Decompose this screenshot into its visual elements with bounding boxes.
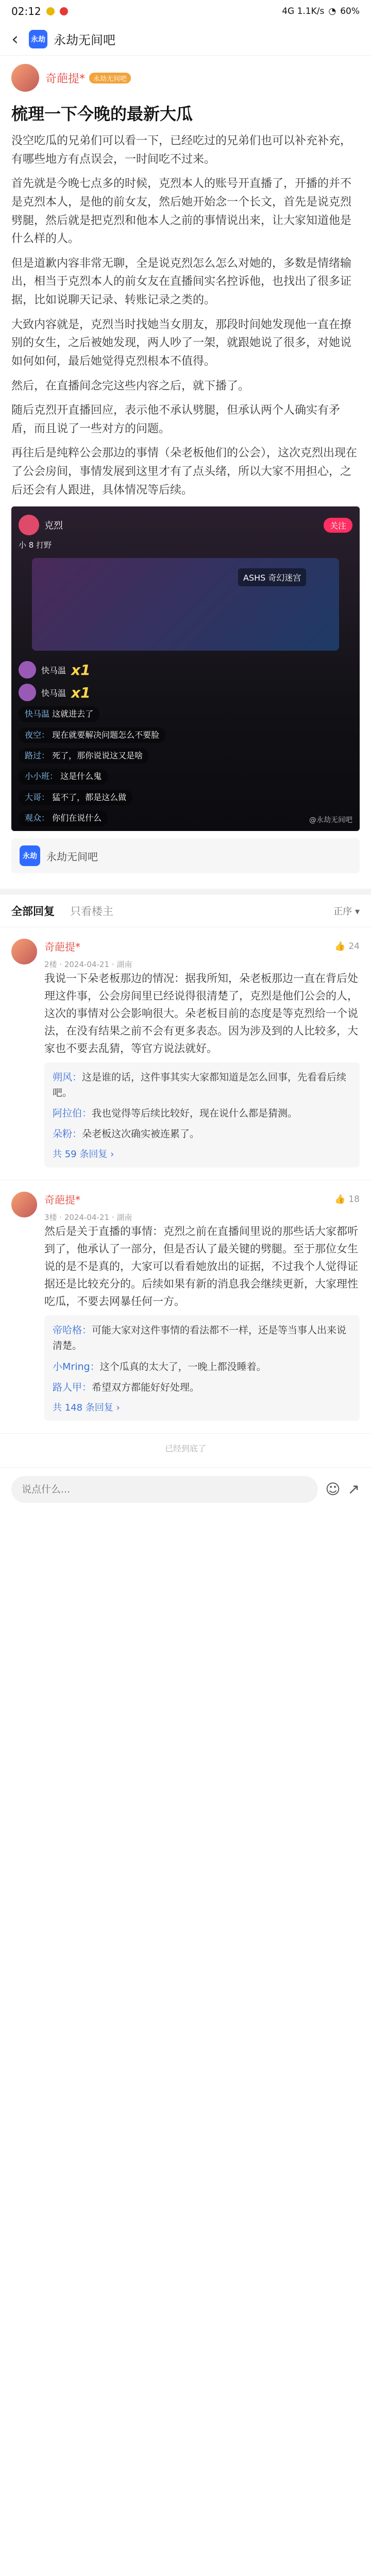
reply-head	[44, 1192, 360, 1207]
reply-author[interactable]: 奇葩提*	[44, 941, 80, 954]
section-divider	[0, 889, 371, 895]
notification-icon	[46, 7, 55, 15]
thumb-up-icon: 👍	[334, 941, 346, 952]
app-alert-icon	[60, 7, 68, 15]
video-watermark: @永劫无间吧	[309, 816, 352, 825]
post-paragraph: 但是道歉内容非常无聊，全是说克烈怎么怎么对她的，多数是情绪输出，相当于克烈本人的前女友在直播间实名控诉他，也找出了很多证据，比如说聊天记录、转账记录之类的。	[11, 257, 352, 307]
chat-message	[19, 727, 165, 743]
avatar[interactable]	[11, 64, 39, 92]
sub-reply-user: 路人甲：	[53, 1381, 92, 1393]
reply-head	[44, 939, 360, 954]
more-sub-replies-link[interactable]: 共 148 条回复 ›	[53, 1402, 120, 1413]
main-post	[0, 56, 371, 889]
streamer-name: 克烈	[44, 520, 63, 532]
follow-button: 关注	[324, 518, 352, 533]
reply-text: 我说一下朵老板那边的情况：据我所知，朵老板那边一直在背后处理这件事，公会房间里已经说得很清楚了，克烈是他们公会的人，这次的事情对公会影响很大。朵老板目前的态度是等克烈给一个说法，在没有结果之前不会有更多表态。因为涉及到的人比较多，大家也不要去乱猜，等官方说法就好。	[44, 972, 358, 1055]
post-paragraph: 然后，在直播间念完这些内容之后，就下播了。	[11, 379, 250, 393]
sub-reply-text: 可能大家对这件事情的看法都不一样，还是等当事人出来说清楚。	[53, 1325, 347, 1352]
sub-reply-user: 阿拉伯：	[53, 1108, 92, 1120]
gift-count: x1	[71, 661, 91, 679]
reply-item	[0, 927, 371, 1180]
tab-all-replies[interactable]: 全部回复	[11, 905, 55, 918]
gift-avatar	[19, 684, 36, 701]
wifi-icon: ◔	[328, 6, 336, 16]
chat-user: 快马温	[25, 709, 50, 719]
sub-reply-user: 帝哈格：	[53, 1325, 92, 1336]
sub-reply-text: 这是谁的话，这件事其实大家都知道是怎么回事，先看看后续吧。	[53, 1072, 347, 1099]
more-sub-replies-link[interactable]: 共 59 条回复 ›	[53, 1149, 114, 1160]
battery-level: 60%	[340, 6, 360, 16]
like-count: 18	[348, 1194, 360, 1205]
post-paragraph: 大致内容就是，克烈当时找她当女朋友，那段时间她发现他一直在撩别的女生，之后被她发现，两人吵了一架，就跟她说了很多，对她说如何如何，最后她觉得克烈根本不值得。	[11, 318, 352, 368]
chat-message	[19, 769, 108, 784]
sub-reply[interactable]	[53, 1323, 351, 1353]
sub-reply[interactable]	[53, 1126, 351, 1142]
sub-reply-text: 我也觉得等后续比较好，现在说什么都是猜测。	[92, 1108, 298, 1120]
sub-replies	[44, 1315, 360, 1420]
sub-replies	[44, 1062, 360, 1167]
like-button[interactable]	[334, 941, 360, 952]
chat-message	[19, 790, 132, 805]
gift-count: x1	[71, 684, 91, 701]
sub-reply-text: 这个瓜真的太大了，一晚上都没睡着。	[99, 1361, 266, 1372]
chat-text: 猛不了，都是这么做	[52, 792, 127, 802]
floor-info: 3楼 · 2024-04-21 · 湖南	[44, 1213, 132, 1223]
chat-message	[19, 810, 108, 826]
live-header	[19, 515, 352, 535]
nav-bar	[0, 23, 371, 56]
network-speed: 4G 1.1K/s	[282, 6, 325, 16]
sub-reply-user: 小Mring：	[53, 1361, 100, 1372]
reply-tabs	[0, 895, 371, 927]
post-paragraph: 随后克烈开直播回应，表示他不承认劈腿，但承认两个人确实有矛盾，而且说了一些对方的问题。	[11, 404, 341, 435]
chat-text: 你们在说什么	[52, 813, 102, 823]
sub-reply[interactable]	[53, 1380, 351, 1395]
reply-author[interactable]: 奇葩提*	[44, 1194, 80, 1207]
forum-logo[interactable]: 永劫	[29, 30, 47, 48]
chat-user: 大哥：	[25, 792, 50, 802]
back-icon[interactable]: ‹	[11, 28, 19, 49]
sub-reply-text: 希望双方都能好好处理。	[92, 1381, 200, 1393]
chat-text: 这是什么鬼	[60, 771, 102, 782]
chat-user: 观众：	[25, 813, 50, 823]
sub-reply[interactable]	[53, 1359, 351, 1375]
reply-input[interactable]	[11, 1476, 318, 1503]
chat-message	[19, 748, 149, 764]
chat-user: 夜空：	[25, 730, 50, 740]
post-title: 梳理一下今晚的最新大瓜	[11, 104, 193, 124]
end-note: 已经到底了	[164, 1443, 206, 1453]
author-name-row	[45, 70, 360, 86]
share-forum-name: 永劫无间吧	[46, 850, 98, 863]
floor-info: 2楼 · 2024-04-21 · 湖南	[44, 960, 132, 970]
level-badge: 永劫无间吧	[89, 73, 131, 83]
gift-avatar	[19, 661, 36, 679]
sort-button[interactable]: 正序 ▾	[333, 906, 360, 918]
avatar[interactable]	[11, 1192, 37, 1217]
tab-only-lz[interactable]: 只看楼主	[70, 905, 113, 918]
post-paragraph: 再往后是纯粹公会那边的事情（朵老板他们的公会），这次克烈出现在了公会房间，事情发展到这里才有了点头绪，所以大家不用担心，之后还会有人跟进，具体情况等后续。	[11, 447, 358, 497]
chat-user: 小小班：	[25, 771, 58, 782]
chat-text: 现在就要解决问题怎么不要脸	[52, 730, 160, 740]
forum-logo: 永劫	[20, 845, 40, 866]
room-tag: 小 8 打野	[19, 540, 52, 550]
bottom-bar	[0, 1467, 371, 1511]
gift-user: 快马温	[41, 665, 66, 675]
emoji-icon[interactable]: ☺	[325, 1481, 341, 1498]
sub-reply[interactable]	[53, 1106, 351, 1121]
chat-text: 死了，那你说说这又是啥	[52, 751, 143, 761]
reply-item	[0, 1180, 371, 1433]
avatar[interactable]	[11, 939, 37, 964]
sub-reply[interactable]	[53, 1070, 351, 1100]
live-screen-label: ASHS 奇幻迷宫	[238, 568, 306, 586]
reply-text: 然后是关于直播的事情：克烈之前在直播间里说的那些话大家都听到了，他承认了一部分，但是否认了最关键的劈腿。至于那位女生说的是不是真的，大家可以看看她放出的证据，不过我个人觉得证据还是比较充分的。后续如果有新的消息我会继续更新，大家理性吃瓜，不要去网暴任何一方。	[44, 1225, 358, 1308]
like-button[interactable]	[334, 1194, 360, 1205]
forum-name[interactable]: 永劫无间吧	[54, 33, 115, 47]
reply-body	[44, 1192, 360, 1428]
sub-reply-user: 朔风：	[53, 1072, 82, 1083]
post-paragraph: 首先就是今晚七点多的时候，克烈本人的账号开直播了，开播的并不是克烈本人，是他的前女友，然后她开始念一个长文，首先是说克烈劈腿，然后就是把克烈和他本人之前的事情说出来，让大家知道他是什么样的人。	[11, 177, 352, 246]
thumb-up-icon: 👍	[334, 1194, 346, 1205]
post-paragraph: 没空吃瓜的兄弟们可以看一下，已经吃过的兄弟们也可以补充补充，有哪些地方有点误会，一时间吃不过来。	[11, 134, 352, 166]
status-right	[282, 6, 360, 16]
status-bar	[0, 0, 371, 23]
sub-reply-text: 朵老板这次确实被连累了。	[82, 1128, 200, 1140]
author-meta	[45, 70, 360, 86]
streamer-avatar	[19, 515, 39, 535]
live-video[interactable]	[11, 506, 360, 831]
status-time: 02:12	[11, 5, 41, 18]
gift-user: 快马温	[41, 688, 66, 698]
like-count: 24	[348, 941, 360, 952]
chat-text: 这就进去了	[52, 709, 94, 719]
gift-line	[19, 684, 276, 701]
status-left	[11, 5, 68, 18]
gift-line	[19, 661, 276, 679]
forum-share-card[interactable]	[11, 838, 360, 873]
sub-reply-user: 朵粉：	[53, 1128, 82, 1140]
reply-body	[44, 939, 360, 1175]
author-name[interactable]: 奇葩提*	[45, 72, 86, 86]
post-author-row	[11, 64, 360, 92]
chat-message	[19, 706, 99, 722]
chat-user: 路过：	[25, 751, 50, 761]
chat-list	[19, 661, 276, 831]
share-icon[interactable]: ↗	[347, 1481, 360, 1498]
